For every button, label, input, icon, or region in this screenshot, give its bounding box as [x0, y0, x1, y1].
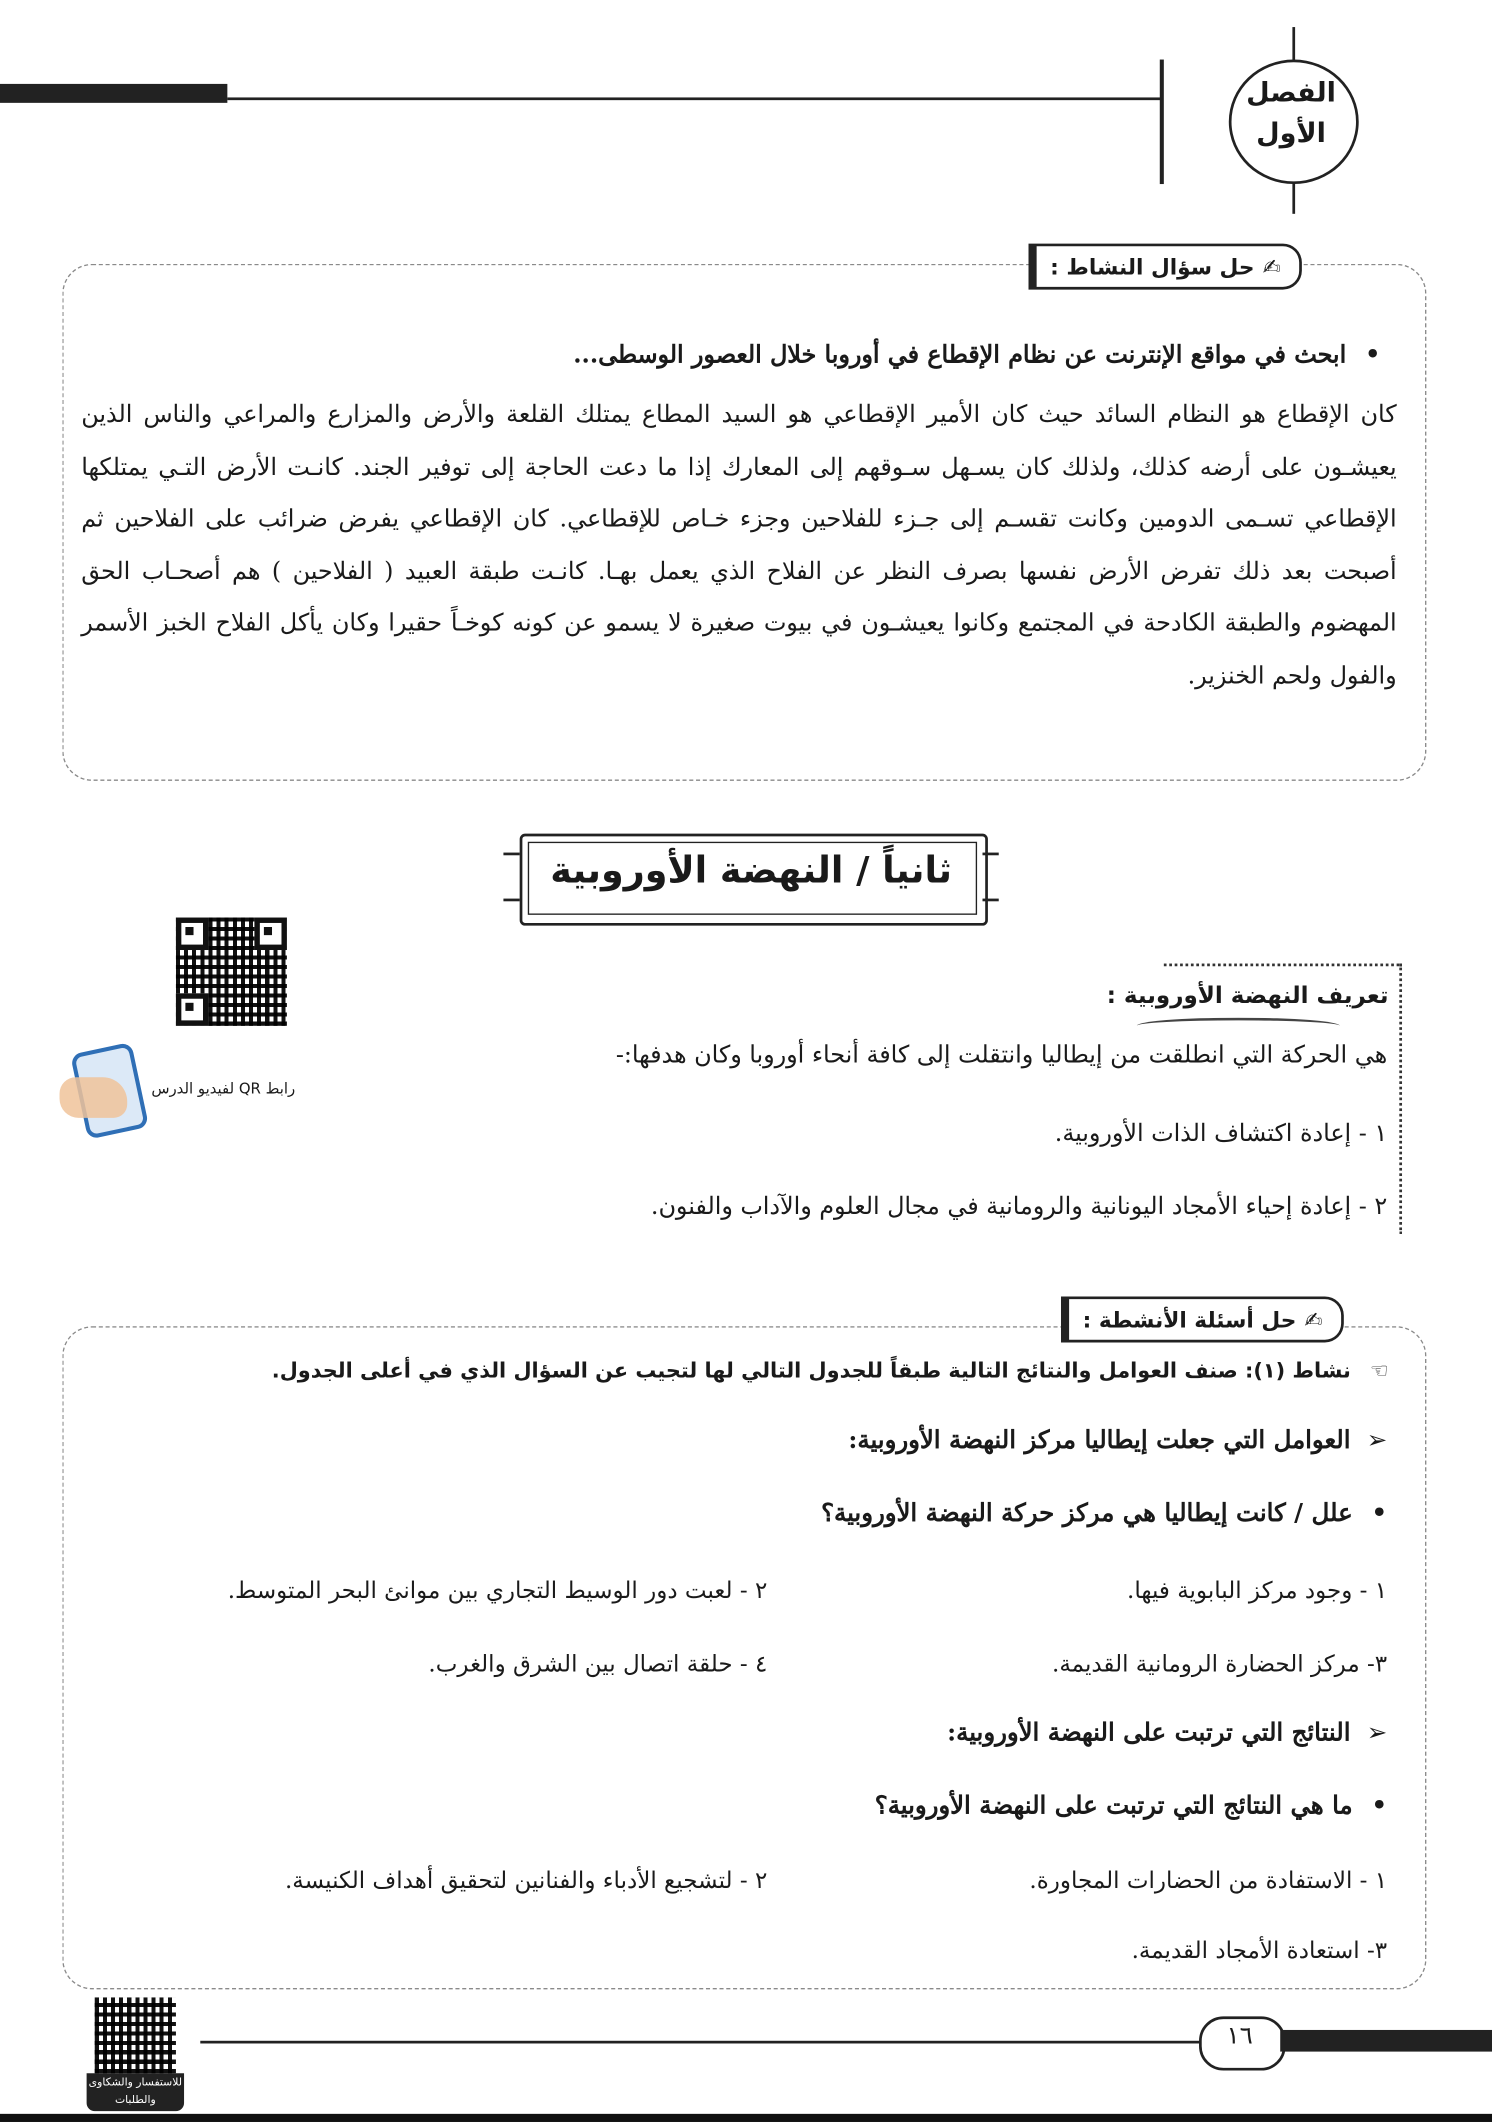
pencil-icon: ✍ — [1262, 253, 1281, 280]
results-question — [875, 1792, 1387, 1820]
lesson-video-qr-label: رابط QR لفيديو الدرس — [151, 1079, 296, 1098]
activity-question-text: ابحث في مواقع الإنترنت عن نظام الإقطاع في أوروبا خلال العصور الوسطى... — [573, 341, 1347, 370]
bullet-icon: • — [1371, 1791, 1388, 1821]
qr-finder-1 — [176, 918, 208, 950]
activity-instruction-text: نشاط (١): صنف العوامل والنتائج التالية طبقاً للجدول التالي لها لتجيب عن السؤال الذي في أعلى الجدول. — [271, 1358, 1351, 1384]
chapter-label-line2: الأول — [1256, 116, 1326, 149]
factors-question-text: علل / كانت إيطاليا هي مركز حركة النهضة الأوروبية؟ — [821, 1499, 1353, 1528]
page-number: ١٦ — [1226, 2021, 1253, 2051]
result-item-3: ٣- استعادة الأمجاد القديمة. — [1131, 1937, 1388, 1965]
contact-qr-caption-line1: للاستفسار والشكاوى — [88, 2075, 183, 2089]
footer-bar-right — [1280, 2030, 1492, 2052]
activities-tag — [1061, 1296, 1344, 1342]
contact-qr[interactable] — [95, 1997, 176, 2073]
bullet-icon: • — [1365, 341, 1381, 370]
pencil-icon: ✍ — [1304, 1306, 1323, 1333]
activity-question — [406, 341, 1380, 369]
activities-tag-label: حل أسئلة الأنشطة : — [1082, 1306, 1297, 1333]
factor-item-4: ٤ - حلقة اتصال بين الشرق والغرب. — [428, 1651, 768, 1679]
header-rule — [227, 97, 1161, 100]
definition-item-2: ٢ - إعادة إحياء الأمجاد اليونانية والرومانية في مجال العلوم والآداب والفنون. — [650, 1193, 1388, 1221]
section-title: ثانياً / النهضة الأوروبية — [550, 849, 952, 892]
banner-notch-right-2 — [982, 899, 998, 902]
results-heading-text: النتائج التي ترتبت على النهضة الأوروبية: — [947, 1718, 1351, 1748]
activity-tag-label: حل سؤال النشاط : — [1050, 253, 1255, 280]
factors-heading-text: العوامل التي جعلت إيطاليا مركز النهضة الأوروبية: — [848, 1426, 1351, 1455]
banner-notch-left — [503, 853, 519, 856]
result-item-1: ١ - الاستفادة من الحضارات المجاورة. — [1029, 1867, 1388, 1895]
result-item-2: ٢ - لتشجيع الأدباء والفنانين لتحقيق أهداف الكنيسة. — [284, 1867, 768, 1895]
banner-notch-left-2 — [503, 899, 519, 902]
footer-rule — [200, 2041, 1201, 2044]
qr-finder-2 — [254, 918, 286, 950]
bullet-icon: • — [1371, 1499, 1388, 1528]
qr-finder-3 — [176, 993, 208, 1025]
definition-title: تعريف النهضة الأوروبية : — [1106, 982, 1389, 1010]
factors-question — [821, 1499, 1387, 1527]
contact-qr-caption — [87, 2073, 184, 2111]
activity-tag — [1029, 244, 1303, 290]
contact-qr-caption-line2: والطلبات — [114, 2093, 156, 2106]
results-heading — [947, 1719, 1387, 1747]
factor-item-1: ١ - وجود مركز البابوية فيها. — [1127, 1577, 1388, 1606]
definition-text: هي الحركة التي انطلقت من إيطاليا وانتقلت إلى كافة أنحاء أوروبا وكان هدفها:- — [615, 1042, 1388, 1070]
arrow-icon: ➢ — [1366, 1426, 1388, 1455]
pointing-hand-icon: ☜ — [1369, 1358, 1389, 1384]
results-question-text: ما هي النتائج التي ترتبت على النهضة الأوروبية؟ — [874, 1791, 1353, 1821]
definition-box-top-dots — [1164, 964, 1399, 967]
factor-item-2: ٢ - لعبت دور الوسيط التجاري بين موانئ البحر المتوسط. — [227, 1577, 768, 1606]
factor-item-3: ٣- مركز الحضارة الرومانية القديمة. — [1052, 1651, 1388, 1679]
factors-heading — [848, 1426, 1387, 1454]
header-divider — [1160, 60, 1164, 185]
activity-answer-text: كان الإقطاع هو النظام السائد حيث كان الأمير الإقطاعي هو السيد المطاع يمتلك القلعة والأرض والمزارع والمراعي والناس الذين يعيشـون على أرضه كذلك، ولذلك كان يسـهل سـوقهم إلى المعارك إذا ما دعت الحاجة إلى توفير الجند. كانـت الأرض التـي يمتلكها الإقطاعي تسـمى الدومين وكانت تقسـم إلى جـزء للفلاحين وجزء خـاص للإقطاعي. كان الإقطاعي يفرض ضرائب على الفلاحين ثم أصبحت بعد ذلك تفرض الأرض نفسها بصرف النظر عن الفلاح الذي يعمل بهـا. كانـت طبقة العبيد ( الفلاحين ) هم أصحـاب الحق المهضوم والطبقة الكادحة في المجتمع وكانوا يعيشـون في بيوت صغيرة لا يسمو عن كونه كوخـاً حقيرا وكان يأكل الفلاح الخبز الأسمر والفول ولحم الخنزير. — [81, 401, 1397, 690]
definition-title-swash — [1137, 1018, 1340, 1034]
arrow-icon: ➢ — [1366, 1718, 1388, 1748]
hand-icon — [60, 1077, 128, 1118]
definition-item-1: ١ - إعادة اكتشاف الذات الأوروبية. — [1054, 1120, 1388, 1148]
chapter-label-line1: الفصل — [1246, 75, 1336, 109]
activity-instruction — [81, 1359, 1388, 1383]
header-bar-left — [0, 84, 227, 103]
banner-notch-right — [982, 853, 998, 856]
